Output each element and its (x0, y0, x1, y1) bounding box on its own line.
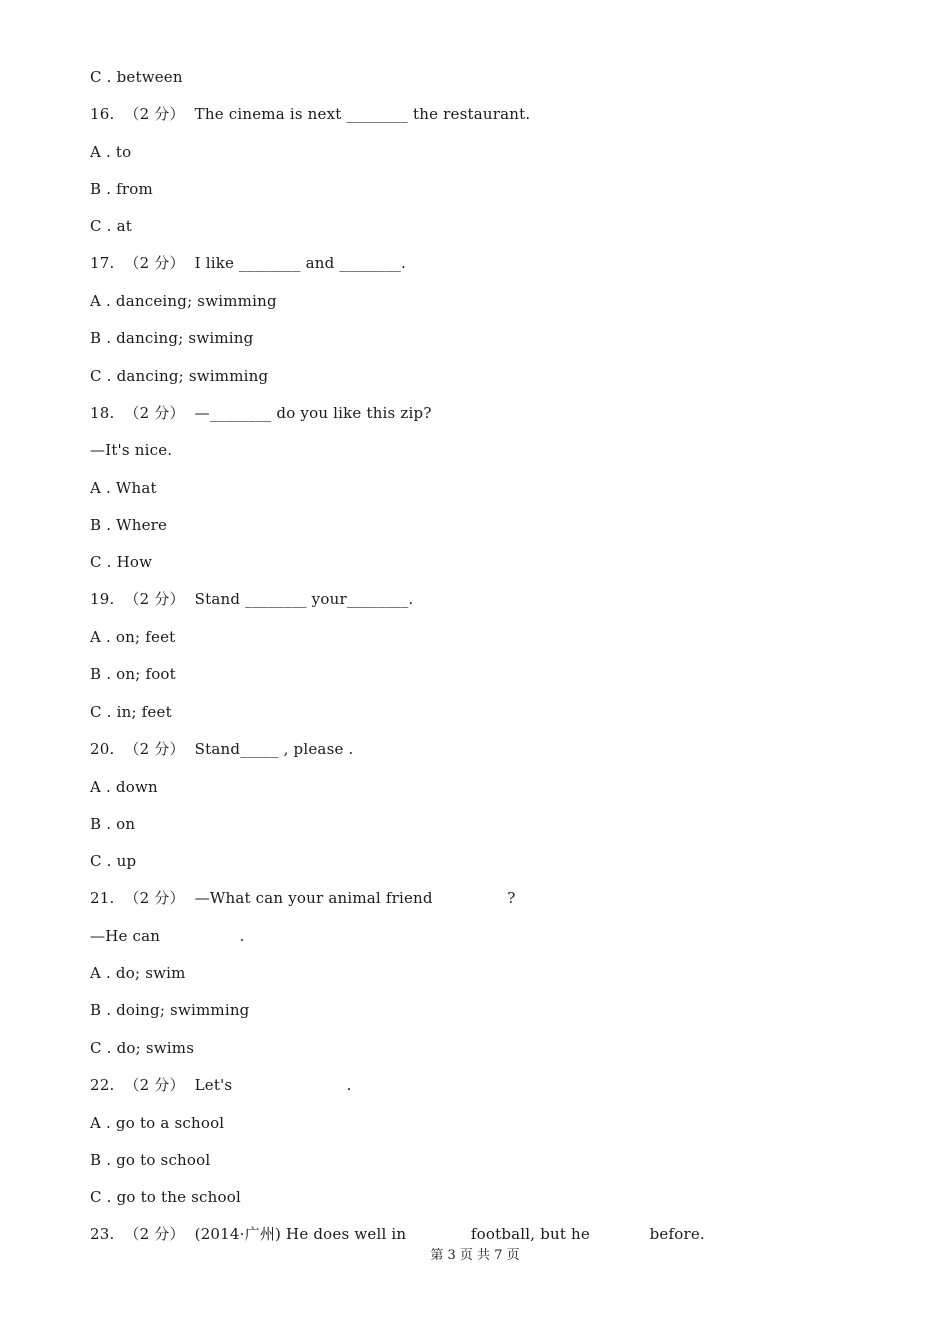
option-a-q16: A . to (90, 143, 132, 161)
option-c-q17: C . dancing; swimming (90, 367, 269, 385)
option-b-q17: B . dancing; swiming (90, 329, 254, 347)
option-b-q21: B . doing; swimming (90, 1001, 250, 1019)
question-18: 18. （2 分） —________ do you like this zip? (90, 404, 432, 422)
question-16: 16. （2 分） The cinema is next ________ the restaurant. (90, 105, 531, 123)
option-a-q22: A . go to a school (90, 1114, 225, 1132)
question-21: 21. （2 分） —What can your animal friend ? (90, 889, 516, 907)
option-b-q19: B . on; foot (90, 665, 176, 683)
option-a-q18: A . What (90, 479, 157, 497)
option-c-q19: C . in; feet (90, 703, 172, 721)
option-b-q16: B . from (90, 180, 153, 198)
option-c-q21: C . do; swims (90, 1039, 195, 1057)
option-c-q16: C . at (90, 217, 132, 235)
option-b-q18: B . Where (90, 516, 168, 534)
option-c-q18: C . How (90, 553, 153, 571)
option-c-q22: C . go to the school (90, 1188, 241, 1206)
page-footer: 第 3 页 共 7 页 (430, 1248, 520, 1263)
question-19: 19. （2 分） Stand ________ your________. (90, 590, 414, 608)
option-a-q20: A . down (90, 778, 158, 796)
option-a-q21: A . do; swim (90, 964, 186, 982)
question-23: 23. （2 分） (2014·广州) He does well in football, but he before. (90, 1225, 705, 1243)
option-a-q19: A . on; feet (90, 628, 176, 646)
option-a-q17: A . danceing; swimming (90, 292, 277, 310)
question-18-reply: —It's nice. (90, 441, 173, 459)
option-c-q15: C . between (90, 68, 183, 86)
question-17: 17. （2 分） I like ________ and ________. (90, 254, 406, 272)
option-b-q22: B . go to school (90, 1151, 211, 1169)
question-21-reply: —He can . (90, 927, 245, 945)
option-c-q20: C . up (90, 852, 137, 870)
option-b-q20: B . on (90, 815, 136, 833)
question-20: 20. （2 分） Stand_____ , please . (90, 740, 354, 758)
question-22: 22. （2 分） Let's . (90, 1076, 352, 1094)
